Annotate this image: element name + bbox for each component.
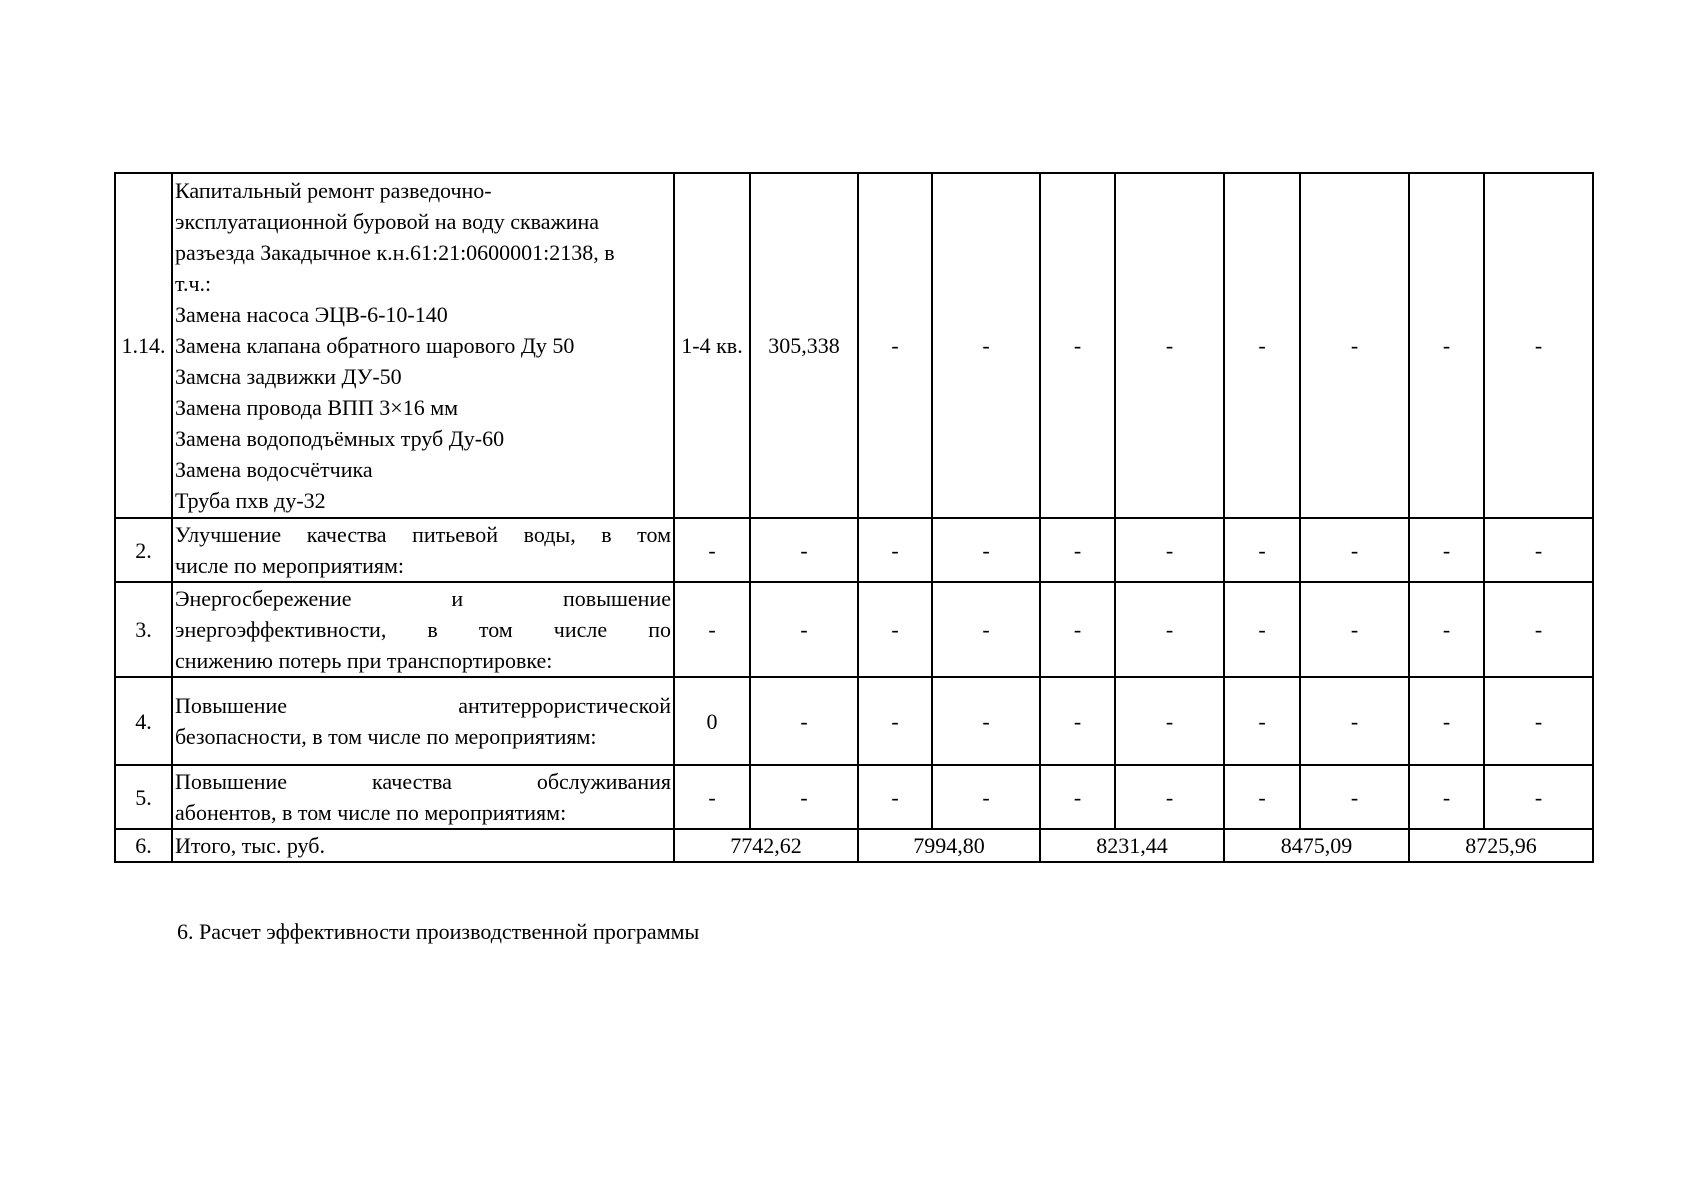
table-cell: - xyxy=(1115,173,1224,518)
table-cell: - xyxy=(1300,677,1409,765)
description-line: Труба пхв ду-32 xyxy=(175,488,326,513)
table-cell: 305,338 xyxy=(750,173,858,518)
table-cell: - xyxy=(858,765,932,829)
table-cell: - xyxy=(1115,677,1224,765)
table-cell: - xyxy=(1409,677,1484,765)
description-line: Капитальный ремонт разведочно- xyxy=(175,178,492,203)
row-number: 2. xyxy=(115,518,172,582)
row-description: Итого, тыс. руб. xyxy=(172,829,674,862)
table-row-total xyxy=(115,829,1593,862)
row-number: 1.14. xyxy=(115,173,172,518)
table-cell: - xyxy=(858,677,932,765)
total-cell: 7994,80 xyxy=(858,829,1040,862)
table-cell: - xyxy=(750,677,858,765)
row-description xyxy=(172,677,674,765)
table-cell: - xyxy=(1040,582,1115,677)
table-cell: - xyxy=(1409,765,1484,829)
table-cell: - xyxy=(1224,582,1300,677)
table-row xyxy=(115,765,1593,829)
description-line: разъезда Закадычное к.н.61:21:0600001:2138, в xyxy=(175,240,615,265)
description-line: Замена провода ВПП 3×16 мм xyxy=(175,395,459,420)
table-cell: - xyxy=(750,582,858,677)
table-cell: - xyxy=(1115,518,1224,582)
table-cell: - xyxy=(1409,582,1484,677)
table-cell: - xyxy=(932,582,1040,677)
table-cell: - xyxy=(1040,173,1115,518)
table-cell: - xyxy=(674,765,750,829)
table-cell: - xyxy=(1300,765,1409,829)
description-text: безопасности, в том числе по мероприятиям: xyxy=(175,724,597,749)
table-cell: - xyxy=(1040,518,1115,582)
description-line: Замена клапана обратного шарового Ду 50 xyxy=(175,333,575,358)
table-cell: - xyxy=(750,765,858,829)
description-text: Повышение антитеррористической xyxy=(175,693,671,718)
table-cell: 1-4 кв. xyxy=(674,173,750,518)
table-row xyxy=(115,173,1593,518)
table-cell: - xyxy=(932,173,1040,518)
table-cell: - xyxy=(674,518,750,582)
table-cell: - xyxy=(858,518,932,582)
row-description xyxy=(172,518,674,582)
row-number: 6. xyxy=(115,829,172,862)
description-text: снижению потерь при транспортировке: xyxy=(175,648,553,673)
table-cell: - xyxy=(932,677,1040,765)
table-cell: - xyxy=(1484,765,1593,829)
description-line: т.ч.: xyxy=(175,271,212,296)
description-text: числе по мероприятиям: xyxy=(175,553,405,578)
table-cell: - xyxy=(674,582,750,677)
table-cell: - xyxy=(1224,173,1300,518)
description-line: Замсна задвижки ДУ-50 xyxy=(175,364,402,389)
table-cell: - xyxy=(1409,173,1484,518)
table-cell: - xyxy=(1115,765,1224,829)
table-cell: - xyxy=(932,518,1040,582)
table-cell: - xyxy=(1224,677,1300,765)
description-line: Замена насоса ЭЦВ-6-10-140 xyxy=(175,302,448,327)
table-cell: - xyxy=(1484,677,1593,765)
description-line: Замена водоподъёмных труб Ду-60 xyxy=(175,426,505,451)
total-cell: 7742,62 xyxy=(674,829,858,862)
table-cell: - xyxy=(1115,582,1224,677)
total-cell: 8475,09 xyxy=(1224,829,1409,862)
table-cell: - xyxy=(932,765,1040,829)
table-cell: - xyxy=(1040,677,1115,765)
row-description xyxy=(172,765,674,829)
table-cell: - xyxy=(1300,518,1409,582)
description-text: Улучшение качества питьевой воды, в том xyxy=(175,522,671,547)
total-cell: 8231,44 xyxy=(1040,829,1224,862)
table-cell: - xyxy=(858,173,932,518)
table-cell: - xyxy=(1484,582,1593,677)
row-number: 4. xyxy=(115,677,172,765)
description-line: Замена водосчётчика xyxy=(175,457,373,482)
table-cell: - xyxy=(1300,582,1409,677)
table-cell: - xyxy=(1224,518,1300,582)
row-number: 3. xyxy=(115,582,172,677)
table-cell: - xyxy=(1484,518,1593,582)
description-line: эксплуатационной буровой на воду скважина xyxy=(175,209,600,234)
table-cell: 0 xyxy=(674,677,750,765)
table-cell: - xyxy=(1300,173,1409,518)
row-description xyxy=(172,173,674,518)
program-table xyxy=(114,172,1594,863)
table-cell: - xyxy=(858,582,932,677)
table-cell: - xyxy=(1224,765,1300,829)
table-row xyxy=(115,518,1593,582)
table-row xyxy=(115,677,1593,765)
table-cell: - xyxy=(750,518,858,582)
row-number: 5. xyxy=(115,765,172,829)
description-text: абонентов, в том числе по мероприятиям: xyxy=(175,800,567,825)
table-cell: - xyxy=(1040,765,1115,829)
table-cell: - xyxy=(1409,518,1484,582)
section-heading: 6. Расчет эффективности производственной программы xyxy=(177,919,700,944)
description-text: Энергосбережение и повышение энергоэффективности, в том числе по xyxy=(175,586,671,642)
table-cell: - xyxy=(1484,173,1593,518)
total-cell: 8725,96 xyxy=(1409,829,1593,862)
row-description xyxy=(172,582,674,677)
table-row xyxy=(115,582,1593,677)
description-text: Повышение качества обслуживания xyxy=(175,769,671,794)
